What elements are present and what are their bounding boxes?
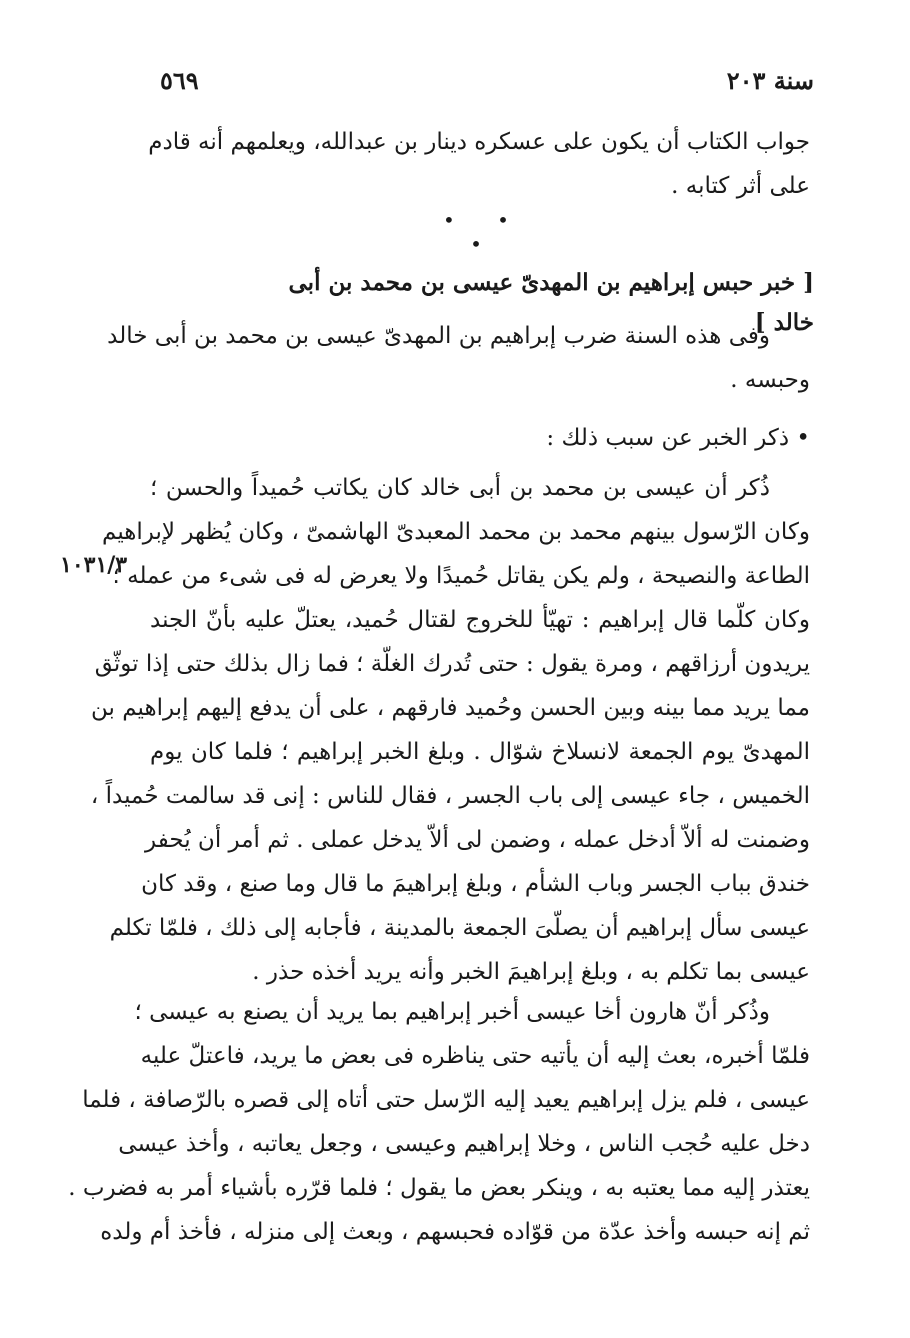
text-line: وحبسه . [730,367,810,393]
paragraph-2 [107,314,810,402]
text-line: ذُكر أن عيسى بن محمد بن أبى خالد كان يكاتب حُميداً والحسن ؛ [150,475,770,501]
text-line: جواب الكتاب أن يكون على عسكره دينار بن عبدالله، ويعلمهم أنه قادم [148,129,810,155]
text-line: يعتذر إليه مما يعتبه به ، وينكر بعض ما يقول ؛ فلما قرّره بأشياء أمر به فضرب . [68,1175,810,1201]
text-line: على أثر كتابه . [671,173,810,199]
text-line: يريدون أرزاقهم ، ومرة يقول : حتى تُدرك الغلّة ؛ فما زال بذلك حتى إذا توثّق [94,651,810,677]
text-line: ثم إنه حبسه وأخذ عدّة من قوّاده فحبسهم ، وبعث إلى منزله ، فأخذ أم ولده [100,1219,810,1245]
section-heading: [ خبر حبس إبراهيم بن المهدىّ عيسى بن محمد بن أبى خالد ] [288,269,814,336]
text-line: مما يريد مما بينه وبين الحسن وحُميد فارقهم ، على أن يدفع إليهم إبراهيم بن [91,695,810,721]
subheading: • ذكر الخبر عن سبب ذلك : [546,425,810,451]
paragraph-4 [68,990,810,1254]
text-line: عيسى ، فلم يزل إبراهيم يعيد إليه الرّسل حتى أتاه إلى قصره بالرّصافة ، فلما [82,1087,810,1113]
margin-reference: ١٠٣١/٣ [60,552,128,578]
subheading-block [250,416,810,460]
text-line: وكان كلّما قال إبراهيم : تهيّأ للخروج لقتال حُميد، يعتلّ عليه بأنّ الجند [150,607,810,633]
text-line: عيسى سأل إبراهيم أن يصلّىَ الجمعة بالمدينة ، فأجابه إلى ذلك ، فلمّا تكلم [109,915,810,941]
text-line: المهدىّ يوم الجمعة لانسلاخ شوّال . وبلغ الخبر إبراهيم ؛ فلما كان يوم [150,739,810,765]
text-line: وفى هذه السنة ضرب إبراهيم بن المهدىّ عيسى بن محمد بن أبى خالد [107,323,770,349]
text-line: خندق بباب الجسر وباب الشأم ، وبلغ إبراهيمَ ما قال وما صنع ، وقد كان [141,871,810,897]
text-line: وضمنت له ألاّ أدخل عمله ، وضمن لى ألاّ يدخل عملى . ثم أمر أن يُحفر [145,827,810,853]
paragraph-1 [150,120,810,208]
text-line: الطاعة والنصيحة ، ولم يكن يقاتل حُميدًا ولا يعرض له فى شىء من عمله ؛ [112,563,810,589]
section-separator: • • • [443,208,527,256]
text-line: الخميس ، جاء عيسى إلى باب الجسر ، فقال للناس : إنى قد سالمت حُميداً ، [90,783,810,809]
page-number: ٥٦٩ [160,66,199,95]
text-line: وذُكر أنّ هارون أخا عيسى أخبر إبراهيم بما يريد أن يصنع به عيسى ؛ [134,999,770,1025]
running-header-year: سنة ٢٠٣ [726,66,814,95]
text-line: وكان الرّسول بينهم محمد بن محمد المعبدىّ الهاشمىّ ، وكان يُظهر لإبراهيم [102,519,810,545]
text-line: دخل عليه حُجب الناس ، وخلا إبراهيم وعيسى ، وجعل يعاتبه ، وأخذ عيسى [118,1131,810,1157]
text-line: عيسى بما تكلم به ، وبلغ إبراهيمَ الخبر وأنه يريد أخذه حذر . [252,959,810,985]
text-line: فلمّا أخبره، بعث إليه أن يأتيه حتى يناظره فى بعض ما يريد، فاعتلّ عليه [140,1043,810,1069]
